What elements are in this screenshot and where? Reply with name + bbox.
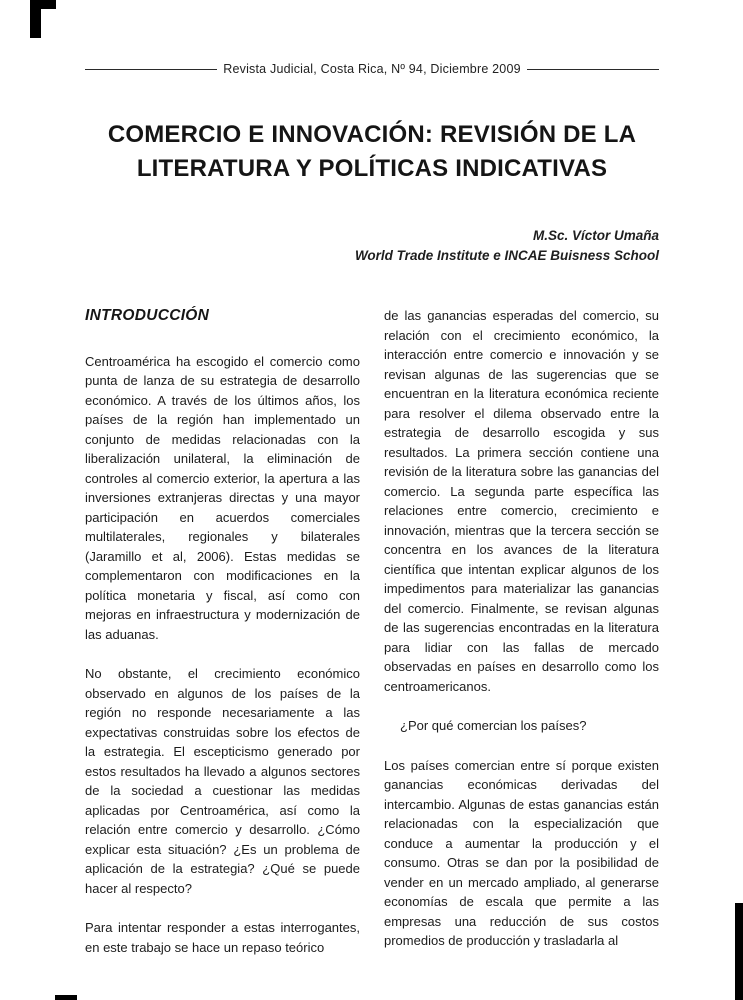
author-name: M.Sc. Víctor Umaña — [532, 228, 659, 243]
section-heading-introduccion: INTRODUCCIÓN — [85, 307, 210, 324]
right-paragraph-1: de las ganancias esperadas del comercio, su relación con el crecimiento económico, la interacción entre comercio e innovación y se revisan algunas de las sugerencias que se encuentran en la literatura económica reciente para resolver el dilema observado entre la estrategia de desarrollo escogida y sus resultados. La primera sección contiene una revisión de la literatura sobre las ganancias del comercio. La segunda parte específica las relaciones entre comercio, crecimiento e innovación, mientras que la tercera sección se concentra en los avances de la literatura científica que intentan explicar algunos de los impedimentos para materializar las ganancias del comercio. Finalmente, se revisan algunas de las sugerencias encontradas en la literatura para lidiar con las fallas de mercado observadas en países en desarrollo como los centroamericanos. — [384, 308, 659, 694]
scan-artifact-bottom-right — [735, 903, 743, 1000]
header-rule-right — [527, 69, 659, 70]
header-rule-left — [85, 69, 217, 70]
section-question: ¿Por qué comercian los países? — [400, 718, 587, 733]
right-column — [384, 306, 659, 957]
scan-artifact-bottom-left — [55, 995, 77, 1000]
author-affiliation: World Trade Institute e INCAE Buisness School — [354, 248, 659, 263]
journal-header — [85, 62, 659, 76]
left-column — [85, 306, 360, 957]
article-body — [85, 306, 659, 957]
left-paragraph-2: No obstante, el crecimiento económico observado en algunos de los países de la región no responde necesariamente a las expectativas construidas sobre los efectos de la estrategia. El escepticismo generado por estos resultados ha llevado a algunos sectores de la sociedad a cuestionar las medidas aplicadas por Centroamérica, así como la relación entre comercio y desarrollo. ¿Cómo explicar esta situación? ¿Es un problema de aplicación de la estrategia? ¿Qué se puede hacer al respecto? — [85, 666, 360, 896]
article-title-line2: LITERATURA Y POLÍTICAS INDICATIVAS — [136, 155, 608, 182]
article-title-line1: COMERCIO E INNOVACIÓN: REVISIÓN DE LA — [107, 121, 637, 148]
journal-header-text: Revista Judicial, Costa Rica, Nº 94, Diciembre 2009 — [223, 62, 521, 76]
author-block — [85, 226, 659, 266]
document-page — [85, 62, 659, 957]
right-paragraph-2: Los países comercian entre sí porque existen ganancias económicas derivadas del intercambio. Algunas de estas ganancias están relacionadas con la especialización que conduce a aumentar la producción y el consumo. Otras se dan por la posibilidad de vender en un mercado ampliado, al generarse economías de escala que permite a las empresas una reducción de sus costos promedios de producción y trasladarla al — [384, 757, 659, 948]
scan-artifact-top-left-horizontal — [30, 0, 56, 9]
article-title — [85, 118, 659, 186]
left-paragraph-3: Para intentar responder a estas interrogantes, en este trabajo se hace un repaso teórico — [85, 920, 360, 955]
left-paragraph-1: Centroamérica ha escogido el comercio como punta de lanza de su estrategia de desarrollo económico. A través de los últimos años, los países de la región han implementado un conjunto de medidas relacionadas con la liberalización unilateral, la eliminación de controles al comercio exterior, la apertura a las inversiones extranjeras directas y una mayor participación en acuerdos comerciales multilaterales, regionales y bilaterales (Jaramillo et al, 2006). Estas medidas se complementaron con modificaciones en la política monetaria y fiscal, así como con mejoras en infraestructura y modernización de las aduanas. — [85, 353, 360, 642]
